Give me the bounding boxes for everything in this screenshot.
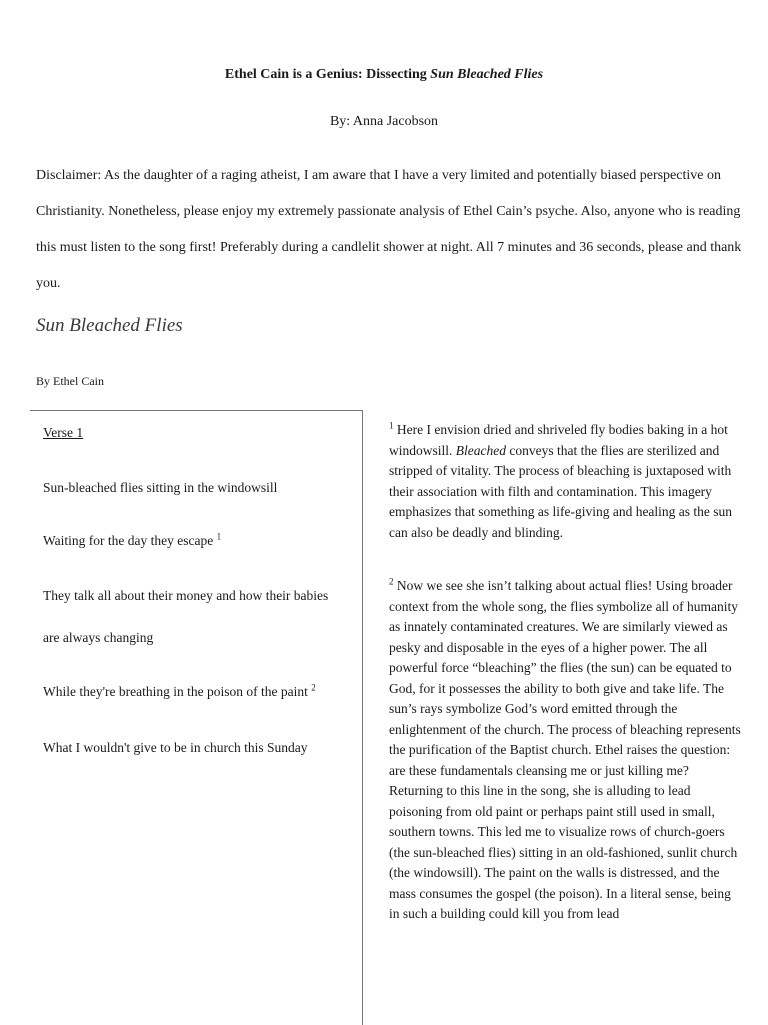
footnote-ref: 2 xyxy=(311,682,316,693)
lyric-text: They talk all about their money and how their babies xyxy=(43,588,329,603)
footnote-number: 2 xyxy=(389,576,394,587)
lyric-text: While they're breathing in the poison of the paint xyxy=(43,684,312,699)
note-text: Now we see she isn’t talking about actual flies! Using broader context from the whole song, the flies symbolize all of humanity as innately contaminated creatures. We are similarly viewed as pesky and disposable in the eyes of a higher power. The all powerful force “bleaching” the flies (the sun) can be equated to God, for it possesses the ability to both give and take life. The sun’s rays symbolize God’s word emitted through the enlightenment of the church. The process of bleaching represents the purification of the Baptist church. Ethel raises the question: are these fundamentals cleansing me or just killing me? Returning to this line in the song, she is alluding to lead poisoning from old paint or perhaps paint still used in small, southern towns. This led me to visualize rows of church-goers (the sun-bleached flies) sitting in an old-fashioned, sunlit church (the windowsill). The paint on the walls is distressed, and the mass consumes the gospel (the poison). In a literal sense, being in such a building could kill you from lead xyxy=(389,578,741,921)
footnote-number: 1 xyxy=(389,420,394,431)
lyrics-annotation-table xyxy=(30,410,742,1024)
note-text: conveys that the flies are sterilized and stripped of vitality. The process of bleaching is juxtaposed with their association with filth and contamination. This imagery emphasizes that something as life-giving and healing as the sun can also be deadly and blinding. xyxy=(389,442,733,540)
song-author: By Ethel Cain xyxy=(36,374,104,388)
lyric-line xyxy=(43,739,308,757)
lyric-line xyxy=(43,587,328,605)
lyric-line xyxy=(43,683,316,701)
lyrics-column xyxy=(30,410,363,1025)
author-byline: By: Anna Jacobson xyxy=(329,114,439,129)
song-title: Sun Bleached Flies xyxy=(36,315,183,336)
footnote-ref: 1 xyxy=(216,531,222,542)
lyric-line xyxy=(43,532,221,550)
lyric-line xyxy=(43,479,277,497)
note-emphasis: Bleached xyxy=(455,442,506,458)
annotation-note-2 xyxy=(389,576,741,925)
document-title xyxy=(0,66,768,84)
lyric-text: Waiting for the day they escape xyxy=(43,533,217,548)
lyric-text: are always changing xyxy=(43,630,154,645)
lyric-text: Sun-bleached flies sitting in the windowsill xyxy=(43,480,278,495)
title-text: Ethel Cain is a Genius: Dissecting xyxy=(224,67,431,82)
lyric-text: What I wouldn't give to be in church this Sunday xyxy=(43,740,308,755)
verse-label: Verse 1 xyxy=(43,425,84,440)
note-text: Here I envision dried and shriveled fly bodies baking in a hot windowsill. xyxy=(389,422,728,458)
title-song-name: Sun Bleached Flies xyxy=(430,67,544,82)
lyric-line xyxy=(43,629,153,647)
annotations-column xyxy=(363,410,742,1024)
disclaimer-paragraph: Disclaimer: As the daughter of a raging atheist, I am aware that I have a very limited and potentially biased perspective on Christianity. Nonetheless, please enjoy my extremely passionate analysis of Ethel Cain’s psyche. Also, anyone who is reading this must listen to the song first! Preferably during a candlelit shower at night. All 7 minutes and 36 seconds, please and thank you. xyxy=(36,168,742,291)
annotation-note-1 xyxy=(389,420,741,543)
